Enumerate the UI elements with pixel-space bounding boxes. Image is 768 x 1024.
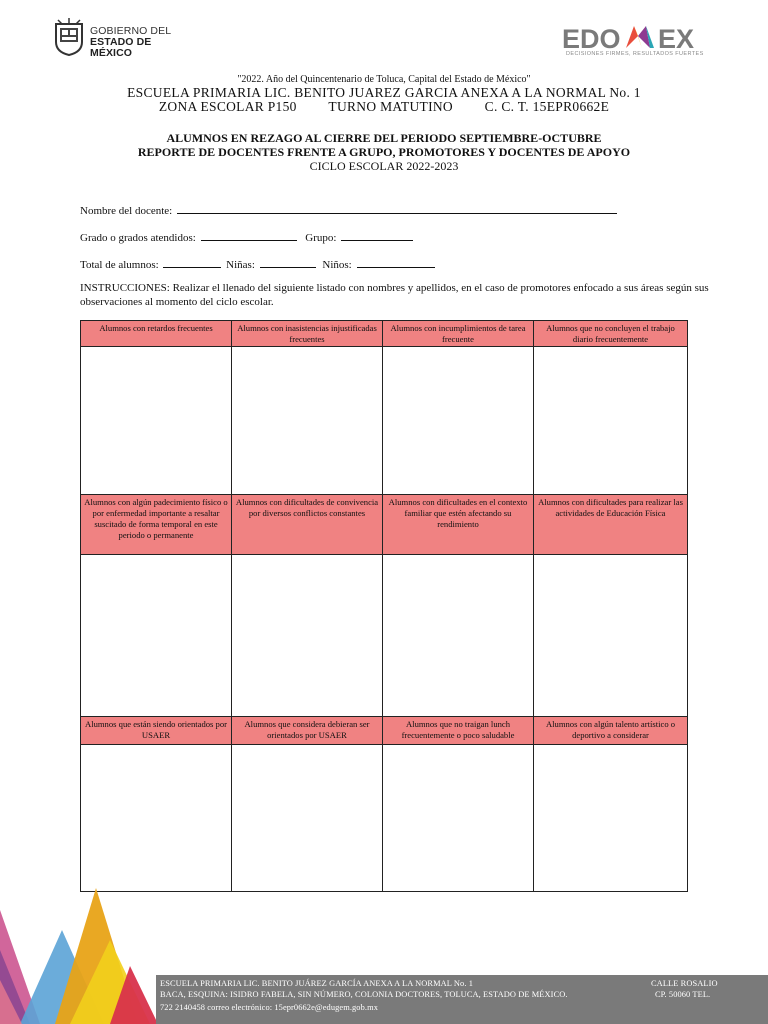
header-lunch: Alumnos que no traigan lunch frecuentemente o poco saludable — [383, 717, 534, 745]
cell-convivencia[interactable] — [232, 555, 383, 717]
cell-contexto-familiar[interactable] — [383, 555, 534, 717]
header-incumplimientos: Alumnos con incumplimientos de tarea frecuente — [383, 321, 534, 347]
header-contexto-familiar: Alumnos con dificultades en el contexto familiar que estén afectando su rendimiento — [383, 495, 534, 555]
cell-talento[interactable] — [534, 745, 687, 891]
title-line3: CICLO ESCOLAR 2022-2023 — [309, 159, 459, 173]
gov-logo-text — [90, 26, 192, 59]
svg-text:EX: EX — [658, 24, 695, 52]
students-grid — [80, 320, 688, 892]
title-line2: REPORTE DE DOCENTES FRENTE A GRUPO, PROMOTORES Y DOCENTES DE APOYO — [137, 145, 631, 159]
ninas-label: Niñas: — [226, 259, 255, 271]
zone-line — [0, 99, 768, 115]
header-usaer-orientados: Alumnos que están siendo orientados por USAER — [81, 717, 232, 745]
header-educacion-fisica: Alumnos con dificultades para realizar las actividades de Educación Física — [534, 495, 687, 555]
edomex-tagline: DECISIONES FIRMES, RESULTADOS FUERTES — [566, 51, 704, 57]
cell-padecimiento[interactable] — [81, 555, 232, 717]
cell-no-concluyen[interactable] — [534, 347, 687, 495]
header-padecimiento: Alumnos con algún padecimiento físico o por enfermedad importante a resaltar suscitado de forma temporal en este periodo o permanente — [81, 495, 232, 555]
total-label: Total de alumnos: — [80, 259, 159, 271]
motto: "2022. Año del Quincentenario de Toluca, Capital del Estado de México" — [237, 74, 531, 85]
grados-field-row — [80, 229, 413, 244]
grupo-line[interactable] — [341, 229, 413, 241]
header-inasistencias: Alumnos con inasistencias injustificadas frecuentes — [232, 321, 383, 347]
cct: C. C. T. 15EPR0662E — [484, 99, 610, 114]
header-talento: Alumnos con algún talento artístico o deportivo a considerar — [534, 717, 687, 745]
ninos-label: Niños: — [322, 259, 352, 271]
gobierno-estado-mexico-logo — [52, 18, 192, 58]
cell-educacion-fisica[interactable] — [534, 555, 687, 717]
cell-incumplimientos[interactable] — [383, 347, 534, 495]
cell-retardos[interactable] — [81, 347, 232, 495]
footer-line2: BACA, ESQUINA: ISIDRO FABELA, SIN NÚMERO, COLONIA DOCTORES, TOLUCA, ESTADO DE MÉXICO. — [160, 990, 568, 999]
gov-logo-line1: GOBIERNO DEL — [90, 25, 172, 37]
cell-usaer-debieran[interactable] — [232, 745, 383, 891]
edomex-wordmark — [562, 20, 722, 52]
grupo-label: Grupo: — [305, 232, 337, 244]
edomex-logo — [562, 20, 722, 60]
docente-label: Nombre del docente: — [80, 205, 173, 217]
header-no-concluyen: Alumnos que no concluyen el trabajo diario frecuentemente — [534, 321, 687, 347]
title-line1: ALUMNOS EN REZAGO AL CIERRE DEL PERIODO SEPTIEMBRE-OCTUBRE — [166, 131, 602, 145]
cell-inasistencias[interactable] — [232, 347, 383, 495]
svg-text:EDO: EDO — [562, 24, 621, 52]
turno: TURNO MATUTINO — [328, 99, 453, 114]
instructions: INSTRUCCIONES: Realizar el llenado del siguiente listado con nombres y apellidos, en el caso de promotores enfocado a sus áreas según sus observaciones al momento del ciclo escolar. — [80, 282, 709, 308]
header-retardos: Alumnos con retardos frecuentes — [81, 321, 232, 347]
footer-right1: CALLE ROSALIO — [651, 979, 718, 988]
ninas-line[interactable] — [260, 256, 316, 268]
school-name: ESCUELA PRIMARIA LIC. BENITO JUAREZ GARCIA ANEXA A LA NORMAL No. 1 — [127, 85, 641, 100]
docente-line[interactable] — [177, 202, 617, 214]
grados-line[interactable] — [201, 229, 297, 241]
gov-logo-line2: ESTADO DE MÉXICO — [90, 36, 152, 59]
footer-line3: 722 2140458 correo electrónico: 15epr0662e@edugem.gob.mx — [160, 1003, 378, 1012]
docente-field-row — [80, 202, 617, 217]
cell-lunch[interactable] — [383, 745, 534, 891]
zona-escolar: ZONA ESCOLAR P150 — [158, 99, 297, 114]
footer-line1: ESCUELA PRIMARIA LIC. BENITO JUÁREZ GARCÍA ANEXA A LA NORMAL No. 1 — [160, 979, 473, 988]
state-seal-icon — [52, 18, 86, 56]
ninos-line[interactable] — [357, 256, 435, 268]
total-field-row — [80, 256, 435, 271]
header-usaer-debieran: Alumnos que considera debieran ser orientados por USAER — [232, 717, 383, 745]
total-line[interactable] — [163, 256, 221, 268]
header-convivencia: Alumnos con dificultades de convivencia por diversos conflictos constantes — [232, 495, 383, 555]
grados-label: Grado o grados atendidos: — [80, 232, 196, 244]
footer-right2: CP. 50060 TEL. — [655, 990, 711, 999]
